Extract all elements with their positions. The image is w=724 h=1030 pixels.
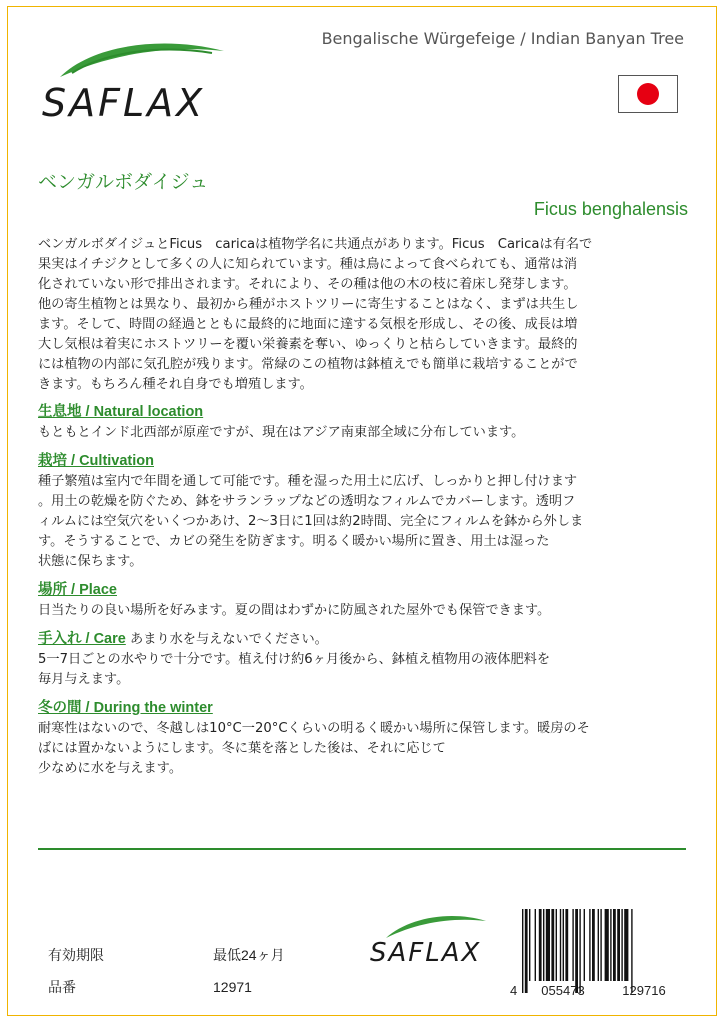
saflax-logo-small: [370, 912, 520, 972]
barcode-bar: [551, 909, 554, 981]
section-care-body: [38, 650, 690, 690]
section-cultivation-body: [38, 472, 690, 572]
barcode-bar: [539, 909, 542, 981]
section-place-body: [38, 601, 690, 621]
ean-barcode: [510, 909, 690, 1005]
barcode-bar: [589, 909, 590, 981]
intro-line: ます。そして、時間の経過とともに最終的に地面に達する気根を形成し、その後、成長は増: [38, 317, 578, 332]
cultivation-line: 種子繁殖は室内で年間を通して可能です。種を湿った用土に広げ、しっかりと押し付けます: [38, 474, 578, 489]
intro-line: 大し気根は着実にホストツリーを覆い栄養素を奪い、ゆっくりと枯らしていきます。最終的: [38, 337, 578, 352]
barcode-bar: [565, 909, 568, 981]
expiry-value: 最低24ヶ月: [213, 947, 285, 963]
intro-line: 果実はイチジクとして多くの人に知られています。種は鳥によって食べられても、通常は消: [38, 257, 578, 272]
intro-line: には植物の内部に気孔腔が残ります。常緑のこの植物は鉢植えでも簡単に栽培することがで: [38, 357, 578, 372]
section-place-heading: 場所 / Place: [38, 582, 117, 598]
japanese-title: ベンガルボダイジュ: [38, 171, 209, 193]
section-care-heading-row: [38, 629, 690, 650]
barcode-bar: [610, 909, 611, 981]
barcode-bar: [575, 909, 578, 993]
section-natural-body: [38, 423, 690, 443]
cultivation-line: 。用土の乾燥を防ぐため、鉢をサランラップなどの透明なフィルムでカバーします。透明フ: [38, 494, 576, 509]
barcode-bar: [600, 909, 601, 981]
barcode-bar: [584, 909, 585, 981]
product-meta: [48, 939, 285, 1003]
care-line: 毎月与えます。: [38, 672, 130, 687]
barcode-bar: [556, 909, 557, 981]
intro-line: 他の寄生植物とは異なり、最初から種がホストツリーに寄生することはなく、まずは共生し: [38, 297, 579, 312]
section-care-heading: 手入れ / Care: [38, 631, 126, 647]
barcode-left-digits: 055473: [541, 983, 585, 998]
product-header-title: Bengalische Würgefeige / Indian Banyan Tree: [321, 29, 684, 48]
barcode-bar: [529, 909, 530, 981]
natural-line: もともとインド北西部が原産ですが、現在はアジア南東部全域に分布しています。: [38, 425, 525, 440]
barcode-bar: [624, 909, 628, 981]
expiry-row: [48, 939, 285, 971]
intro-line: ベンガルボダイジュとFicus caricaは植物学名に共通点があります。Ficus Caricaは有名で: [38, 237, 593, 252]
winter-line: 少なめに水を与えます。: [38, 761, 183, 776]
saflax-logo: [42, 37, 242, 127]
footer-divider: [38, 848, 686, 850]
barcode-first-digit: 4: [510, 983, 518, 998]
barcode-bar: [546, 909, 550, 981]
japan-flag-icon: [618, 75, 678, 113]
description-content: [38, 235, 690, 787]
barcode-bar: [613, 909, 616, 981]
care-inline-text: あまり水を与えないでください。: [125, 632, 328, 647]
place-line: 日当たりの良い場所を好みます。夏の間はわずかに防風された屋外でも保管できます。: [38, 603, 551, 618]
barcode-numbers: [510, 983, 690, 998]
cultivation-line: 状態に保ちます。: [38, 554, 143, 569]
intro-text: [38, 235, 690, 395]
intro-line: きます。もちろん種それ自身でも増殖します。: [38, 377, 313, 392]
item-number-value: 12971: [213, 979, 252, 995]
section-natural-heading: 生息地 / Natural location: [38, 404, 204, 420]
barcode-bar: [621, 909, 622, 981]
brand-name: SAFLAX: [42, 81, 206, 125]
barcode-bar: [631, 909, 632, 993]
barcode-bar: [579, 909, 580, 993]
barcode-bar: [617, 909, 620, 981]
barcode-bar: [543, 909, 544, 981]
product-label: [7, 6, 717, 1016]
barcode-bar: [563, 909, 564, 981]
flag-sun: [637, 83, 659, 105]
item-number-row: [48, 971, 285, 1003]
barcode-bar: [560, 909, 561, 981]
leaf-swoosh-icon: [380, 912, 490, 940]
intro-line: 化されていない形で排出されます。それにより、その種は他の木の枝に着床し発芽します。: [38, 277, 577, 292]
section-winter-body: [38, 719, 690, 779]
cultivation-line: ィルムには空気穴をいくつかあけ、2～3日に1回は約2時間、完全にフィルムを鉢から外しま: [38, 514, 584, 529]
cultivation-line: す。そうすることで、カビの発生を防ぎます。明るく暖かい場所に置き、用土は湿った: [38, 534, 550, 549]
winter-line: 耐寒性はないので、冬越しは10°C一20°Cくらいの明るく暖かい場所に保管します。暖房のそ: [38, 721, 590, 736]
section-winter-heading: 冬の間 / During the winter: [38, 700, 213, 716]
barcode-right-digits: 129716: [622, 983, 666, 998]
care-line: 5一7日ごとの水やりで十分です。植え付け約6ヶ月後から、鉢植え植物用の液体肥料を: [38, 652, 551, 667]
barcode-bar: [592, 909, 595, 981]
latin-name: Ficus benghalensis: [533, 199, 688, 219]
barcode-bar: [572, 909, 573, 981]
barcode-bar: [598, 909, 599, 981]
barcode-bar: [605, 909, 609, 981]
barcode-bar: [535, 909, 536, 981]
barcode-bar: [522, 909, 523, 993]
leaf-swoosh-icon: [52, 37, 232, 81]
expiry-label: 有効期限: [48, 948, 104, 964]
winter-line: ばには置かないようにします。冬に葉を落とした後は、それに応じて: [38, 741, 446, 756]
barcode-bar: [525, 909, 528, 993]
brand-name-small: SAFLAX: [370, 938, 482, 968]
section-cultivation-heading: 栽培 / Cultivation: [38, 453, 154, 469]
item-number-label: 品番: [48, 980, 76, 996]
